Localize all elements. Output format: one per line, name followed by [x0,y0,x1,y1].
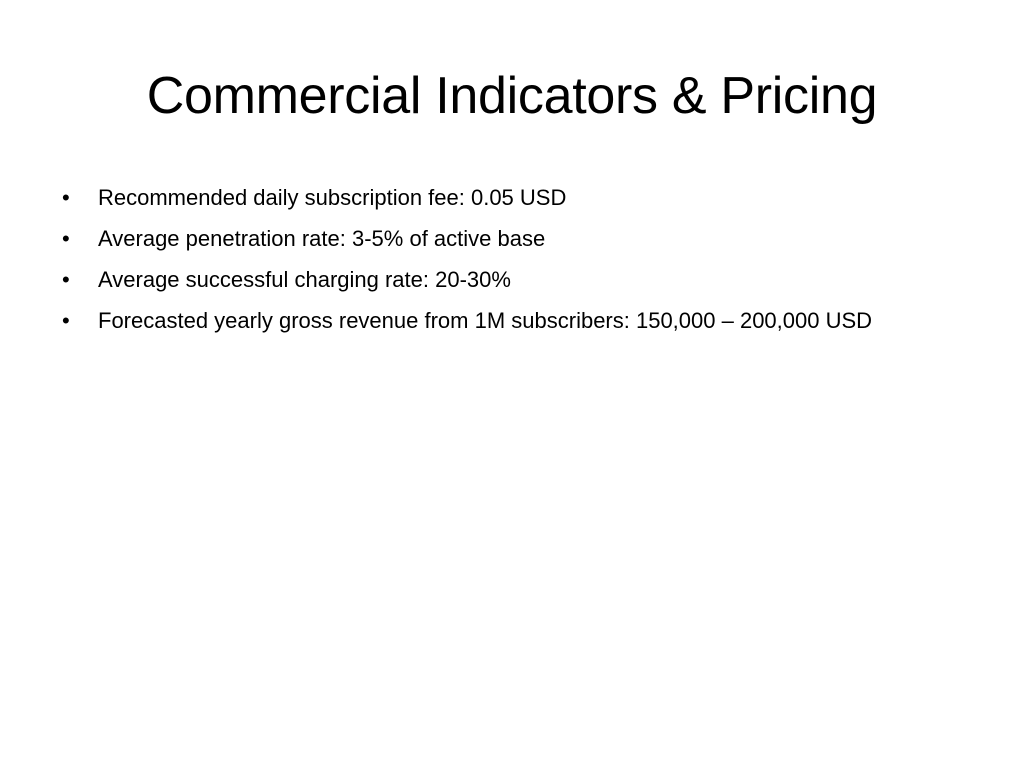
bullet-item [62,266,962,294]
bullet-text-penetration-rate: Average penetration rate: 3-5% of active base [98,226,546,251]
bullet-list [62,184,962,348]
bullet-item [62,225,962,253]
bullet-item [62,307,962,335]
bullet-text-forecasted-revenue: Forecasted yearly gross revenue from 1M subscribers: 150,000 – 200,000 USD [98,308,873,333]
bullet-item [62,184,962,212]
slide-title: Commercial Indicators & Pricing [146,67,878,125]
bullet-marker: • [62,185,70,210]
bullet-marker: • [62,308,70,333]
bullet-marker: • [62,267,70,292]
bullet-text-subscription-fee: Recommended daily subscription fee: 0.05 USD [98,185,567,210]
bullet-marker: • [62,226,70,251]
bullet-text-charging-rate: Average successful charging rate: 20-30% [98,267,511,292]
